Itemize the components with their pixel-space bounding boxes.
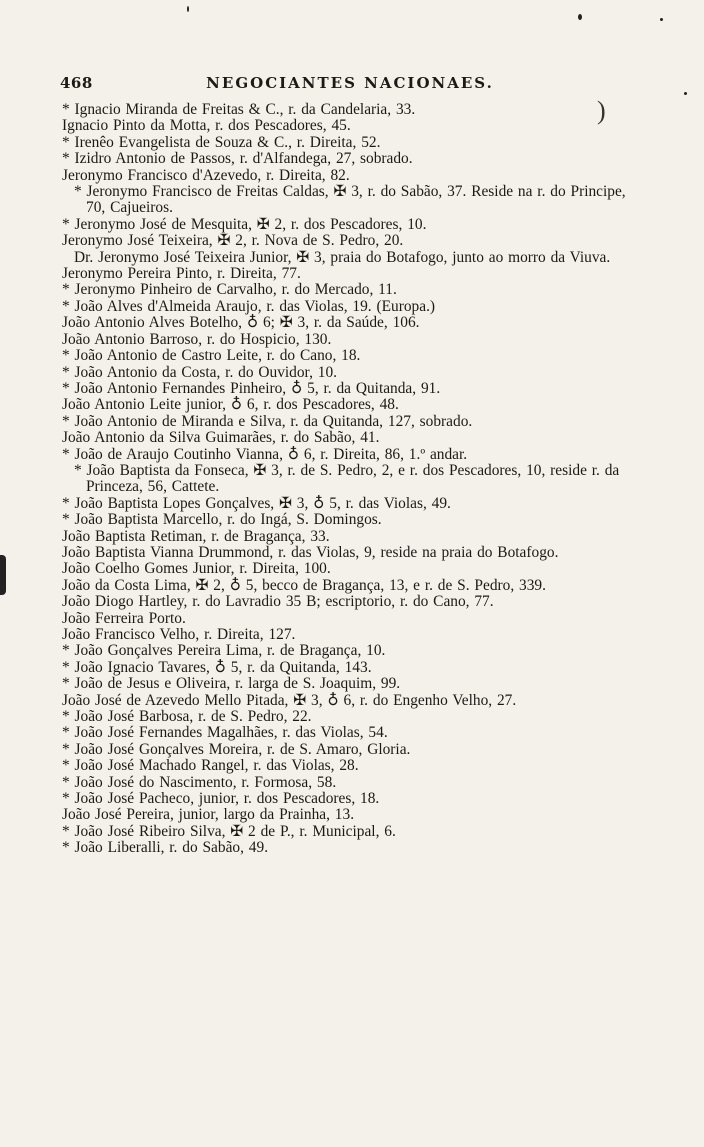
directory-list [62,102,640,857]
list-item: * João Antonio de Miranda e Silva, r. da Quitanda, 127, sobrado. [62,412,473,430]
list-item: * João Alves d'Almeida Araujo, r. das Violas, 19. (Europa.) [62,297,436,315]
list-item: * Jeronymo Francisco de Freitas Caldas, ✠ 3, r. do Sabão, 37. Reside na r. do Principe, 70, Cajueiros. [74,183,626,217]
list-item: * Izidro Antonio de Passos, r. d'Alfandega, 27, sobrado. [62,150,413,168]
margin-mark: ) [597,96,606,125]
page-header [60,74,640,98]
list-item: Jeronymo Pereira Pinto, r. Direita, 77. [62,265,301,283]
list-item: Jeronymo Francisco d'Azevedo, r. Direita, 82. [62,166,350,184]
list-item: * Ignacio Miranda de Freitas & C., r. da Candelaria, 33. [62,101,416,118]
list-item: João da Costa Lima, ✠ 2, ♁ 5, becco de Bragança, 13, e r. de S. Pedro, 339. [62,576,546,594]
ink-speck [660,18,663,21]
list-item: João Diogo Hartley, r. do Lavradio 35 B; escriptorio, r. do Cano, 77. [62,593,494,611]
list-item: João Francisco Velho, r. Direita, 127. [62,626,296,643]
ink-speck [187,6,189,12]
list-item: * João Baptista da Fonseca, ✠ 3, r. de S. Pedro, 2, e r. dos Pescadores, 10, reside r. da Princeza, 56, Cattete. [74,461,620,496]
list-item: * João José Fernandes Magalhães, r. das Violas, 54. [62,724,388,742]
list-item: * João Liberalli, r. do Sabão, 49. [62,839,269,857]
list-item: João Baptista Vianna Drummond, r. das Violas, 9, reside na praia do Botafogo. [62,543,559,561]
list-item: * João Antonio Fernandes Pinheiro, ♁ 5, r. da Quitanda, 91. [62,379,441,397]
list-item: * João José Ribeiro Silva, ✠ 2 de P., r. Municipal, 6. [62,822,396,840]
running-title: NEGOCIANTES NACIONAES. [206,74,494,92]
list-item: * João José Pacheco, junior, r. dos Pescadores, 18. [62,790,380,808]
page-edge-mark [0,555,6,595]
list-item: * João Antonio da Costa, r. do Ouvidor, 10. [62,363,337,381]
list-item: João Antonio Alves Botelho, ♁ 6; ✠ 3, r. da Saúde, 106. [62,314,420,332]
ink-speck [684,92,687,95]
list-item: João Antonio da Silva Guimarães, r. do Sabão, 41. [62,429,380,447]
list-item: João Antonio Leite junior, ♁ 6, r. dos Pescadores, 48. [62,396,399,414]
list-item: Dr. Jeronymo José Teixeira Junior, ✠ 3, praia do Botafogo, junto ao morro da Viuva. [74,248,611,266]
list-item: * João Ignacio Tavares, ♁ 5, r. da Quitanda, 143. [62,658,372,676]
list-item: * João de Araujo Coutinho Vianna, ♁ 6, r. Direita, 86, 1.º andar. [62,445,468,463]
list-item: Jeronymo José Teixeira, ✠ 2, r. Nova de S. Pedro, 20. [62,232,404,250]
list-item: João Ferreira Porto. [62,609,186,627]
list-item: João Coelho Gomes Junior, r. Direita, 100. [62,560,331,578]
list-item: * João Baptista Marcello, r. do Ingá, S. Domingos. [62,511,382,529]
list-item: * Jeronymo José de Mesquita, ✠ 2, r. dos Pescadores, 10. [62,215,427,233]
page-number: 468 [60,74,93,92]
list-item: * Jeronymo Pinheiro de Carvalho, r. do Mercado, 11. [62,281,397,299]
ink-speck [578,14,582,20]
list-item: João Baptista Retiman, r. de Bragança, 33. [62,527,330,545]
list-item: * João de Jesus e Oliveira, r. larga de S. Joaquim, 99. [62,675,401,693]
list-item: Ignacio Pinto da Motta, r. dos Pescadores, 45. [62,117,351,135]
list-item: * João José Gonçalves Moreira, r. de S. Amaro, Gloria. [62,740,411,758]
list-item: * Irenêo Evangelista de Souza & C., r. Direita, 52. [62,133,381,151]
list-item: * João José Machado Rangel, r. das Violas, 28. [62,757,359,775]
list-item: * João José do Nascimento, r. Formosa, 58. [62,773,337,791]
list-item: * João Antonio de Castro Leite, r. do Cano, 18. [62,347,361,365]
list-item: João Antonio Barroso, r. do Hospicio, 130. [62,330,332,348]
list-item: João José Pereira, junior, largo da Prainha, 13. [62,806,355,824]
list-item: * João José Barbosa, r. de S. Pedro, 22. [62,708,312,726]
list-item: * João Baptista Lopes Gonçalves, ✠ 3, ♁ 5, r. das Violas, 49. [62,494,451,512]
list-item: João José de Azevedo Mello Pitada, ✠ 3, ♁ 6, r. do Engenho Velho, 27. [62,691,517,709]
list-item: * João Gonçalves Pereira Lima, r. de Bragança, 10. [62,642,386,660]
